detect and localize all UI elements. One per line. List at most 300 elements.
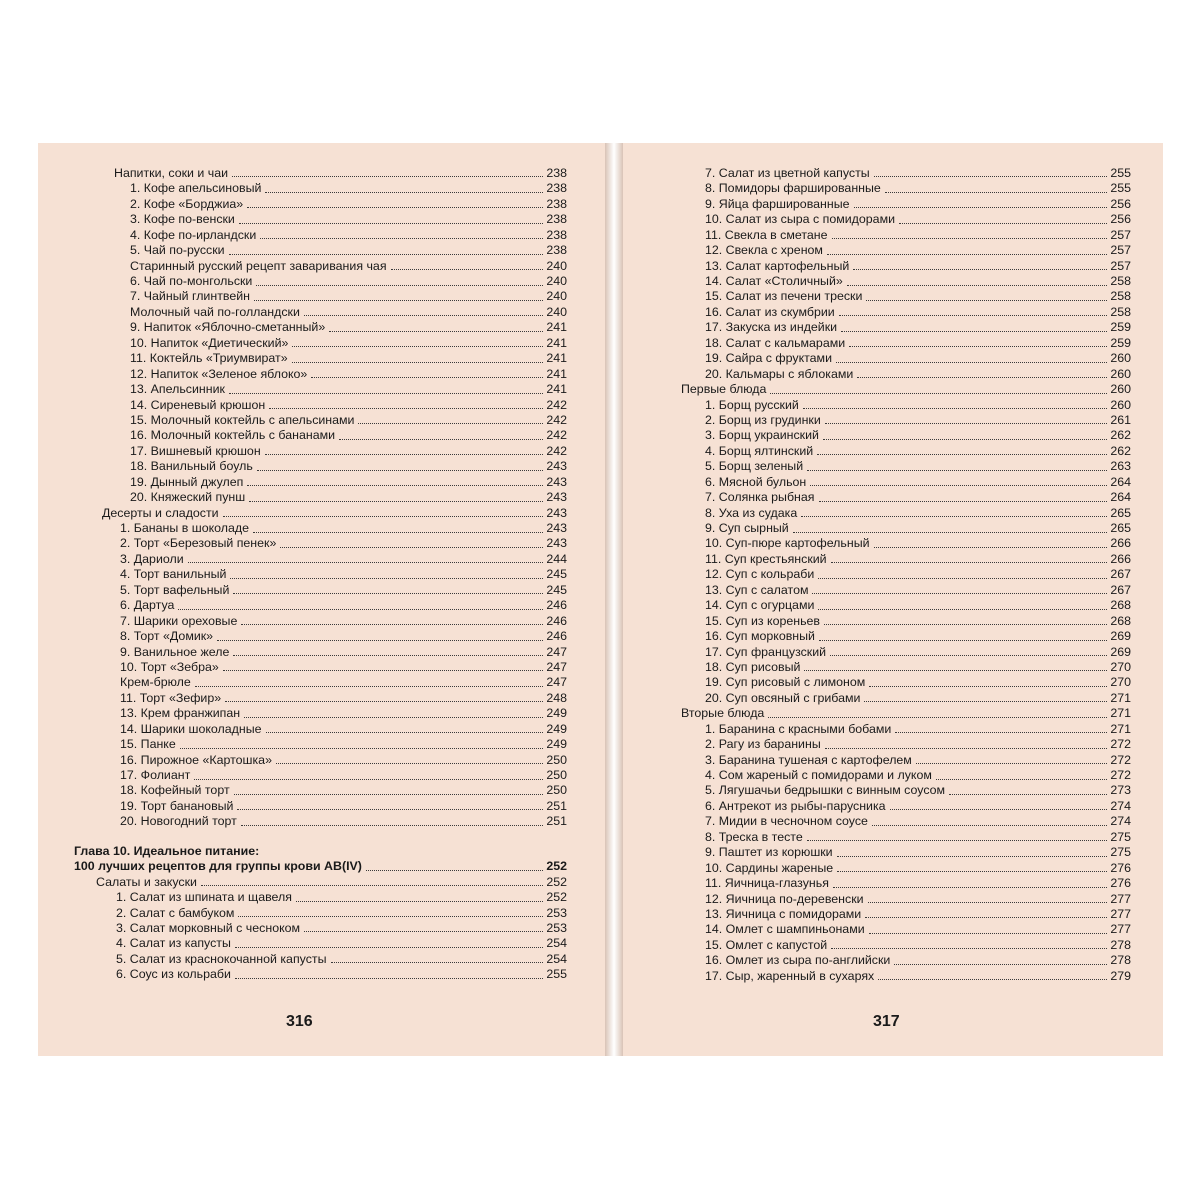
toc-entry: [623, 197, 1131, 212]
toc-entry-title: 11. Суп крестьянский: [705, 551, 827, 566]
dot-leader: [311, 377, 543, 378]
toc-entry-page: 258: [1110, 304, 1131, 319]
dot-leader: [256, 285, 543, 286]
dot-leader: [223, 670, 544, 671]
toc-entry-page: 242: [546, 443, 567, 458]
toc-entry: [38, 567, 567, 582]
toc-entry-title: 7. Салат из цветной капусты: [705, 166, 870, 180]
toc-entry-title: 2. Рагу из баранины: [705, 737, 821, 752]
toc-entry-title: Крем-брюле: [120, 675, 191, 690]
dot-leader: [869, 686, 1107, 687]
toc-entry: [623, 567, 1131, 582]
toc-entry-page: 268: [1110, 598, 1131, 613]
toc-entry-title: 15. Панке: [120, 737, 176, 752]
toc-entry: [623, 598, 1131, 613]
toc-entry-title: 1. Бананы в шоколаде: [120, 521, 250, 536]
dot-leader: [854, 207, 1108, 208]
toc-entry-page: 277: [1110, 922, 1131, 937]
toc-entry: [623, 645, 1131, 660]
toc-entry-title: 2. Торт «Березовый пенек»: [120, 536, 277, 551]
toc-entry-title: Старинный русский рецепт заваривания чая: [130, 258, 387, 273]
dot-leader: [768, 717, 1107, 718]
toc-entry: [623, 382, 1131, 397]
toc-entry: [38, 367, 567, 382]
toc-entry-title: 15. Молочный коктейль с апельсинами: [130, 413, 355, 427]
dot-leader: [807, 470, 1107, 471]
toc-entry-title: 14. Суп с огурцами: [705, 598, 815, 613]
toc-entry: [623, 506, 1131, 521]
toc-entry: [38, 921, 567, 936]
toc-entry: [38, 166, 567, 181]
dot-leader: [180, 748, 544, 749]
toc-entry-page: 272: [1110, 768, 1131, 783]
dot-leader: [831, 948, 1107, 949]
toc-entry-page: 240: [546, 274, 567, 289]
toc-entry-title: Вторые блюда: [681, 706, 765, 721]
toc-entry-title: 18. Суп рисовый: [705, 660, 801, 674]
toc-entry-title: 5. Борщ зеленый: [705, 459, 804, 474]
toc-entry-title: 10. Суп-пюре картофельный: [705, 536, 870, 551]
toc-entry: [38, 722, 567, 737]
dot-leader: [817, 454, 1107, 455]
toc-entry-page: 255: [546, 967, 567, 982]
dot-leader: [265, 192, 543, 193]
toc-entry: [623, 722, 1131, 737]
toc-entry-page: 241: [546, 320, 567, 335]
dot-leader: [899, 223, 1107, 224]
dot-leader: [254, 300, 543, 301]
toc-entry-page: 260: [1110, 366, 1131, 381]
toc-entry-page: 256: [1110, 196, 1131, 211]
toc-entry-title: 17. Суп французский: [705, 644, 827, 659]
dot-leader: [391, 269, 544, 270]
toc-entry-page: 260: [1110, 382, 1131, 397]
toc-entry-title: 20. Княжеский пунш: [130, 490, 246, 505]
toc-entry-title: 12. Суп с кольраби: [705, 567, 815, 582]
toc-entry-title: Молочный чай по-голландски: [130, 304, 300, 319]
toc-entry-page: 240: [546, 289, 567, 304]
dot-leader: [269, 408, 543, 409]
toc-entry-title: 11. Свекла в сметане: [705, 227, 828, 242]
toc-entry: [38, 181, 567, 196]
dot-leader: [238, 916, 543, 917]
dot-leader: [280, 547, 543, 548]
toc-entry: [38, 859, 567, 874]
toc-entry-page: 243: [546, 505, 567, 520]
toc-entry-page: 247: [546, 644, 567, 659]
dot-leader: [803, 408, 1108, 409]
dot-leader: [234, 794, 544, 795]
toc-entry: [38, 521, 567, 536]
toc-entry-page: 250: [546, 783, 567, 798]
toc-entry-title: 4. Торт ванильный: [120, 567, 227, 582]
toc-entry: [38, 444, 567, 459]
toc-entry: [623, 552, 1131, 567]
dot-leader: [292, 346, 543, 347]
toc-entry-page: 238: [546, 243, 567, 258]
toc-entry-title: 8. Уха из судака: [705, 505, 798, 520]
dot-leader: [247, 485, 543, 486]
toc-entry-page: 272: [1110, 752, 1131, 767]
toc-entry-page: 247: [546, 675, 567, 690]
toc-entry-page: 270: [1110, 660, 1131, 674]
dot-leader: [864, 701, 1107, 702]
toc-entry-title: 14. Шарики шоколадные: [120, 721, 262, 736]
toc-entry-title: 9. Яйца фаршированные: [705, 196, 850, 211]
toc-entry-page: 260: [1110, 351, 1131, 366]
dot-leader: [253, 532, 543, 533]
toc-entry-page: 254: [546, 951, 567, 966]
dot-leader: [818, 609, 1107, 610]
dot-leader: [230, 578, 543, 579]
toc-entry: [623, 228, 1131, 243]
toc-entry: [38, 506, 567, 521]
toc-entry-title: 16. Омлет из сыра по-английски: [705, 953, 891, 968]
toc-entry-page: 242: [546, 397, 567, 412]
toc-entry: [623, 537, 1131, 552]
toc-entry-title: 15. Омлет с капустой: [705, 937, 828, 952]
toc-entry: [623, 259, 1131, 274]
toc-entry: [38, 552, 567, 567]
right-toc-list: [623, 166, 1131, 984]
toc-entry: [38, 906, 567, 921]
toc-entry-page: 277: [1110, 891, 1131, 906]
toc-entry: [38, 537, 567, 552]
toc-entry-page: 241: [546, 366, 567, 381]
toc-entry: [623, 799, 1131, 814]
toc-entry: [623, 181, 1131, 196]
toc-entry-page: 267: [1110, 567, 1131, 582]
toc-entry-title: 8. Треска в тесте: [705, 829, 803, 844]
toc-entry: [38, 290, 567, 305]
toc-entry-page: 277: [1110, 907, 1131, 921]
toc-entry-page: 264: [1110, 490, 1131, 505]
toc-entry: [623, 367, 1131, 382]
toc-entry-page: 276: [1110, 860, 1131, 875]
toc-entry-title: 2. Кофе «Борджиа»: [130, 196, 244, 211]
toc-entry-title: 5. Лягушачьи бедрышки с винным соусом: [705, 783, 946, 798]
dot-leader: [874, 176, 1108, 177]
toc-entry: [623, 784, 1131, 799]
toc-entry-page: 265: [1110, 521, 1131, 536]
dot-leader: [823, 439, 1107, 440]
toc-entry-page: 242: [546, 413, 567, 427]
toc-entry-page: 246: [546, 613, 567, 628]
dot-leader: [366, 870, 543, 871]
right-page-number: 317: [873, 1013, 900, 1030]
toc-entry: [38, 259, 567, 274]
toc-entry: [623, 490, 1131, 505]
toc-entry-title: 6. Соус из кольраби: [116, 967, 231, 982]
section-gap: [38, 830, 567, 844]
toc-entry-title: 11. Коктейль «Триумвират»: [130, 351, 288, 366]
dot-leader: [801, 516, 1107, 517]
dot-leader: [188, 562, 544, 563]
toc-entry-title: Десерты и сладости: [102, 505, 219, 520]
toc-entry-title: 3. Дариоли: [120, 551, 184, 566]
toc-entry-title: 16. Салат из скумбрии: [705, 304, 835, 319]
dot-leader: [249, 501, 543, 502]
toc-entry: [38, 784, 567, 799]
dot-leader: [232, 176, 543, 177]
toc-entry-title: 11. Торт «Зефир»: [120, 690, 222, 705]
dot-leader: [874, 547, 1108, 548]
toc-entry-page: 278: [1110, 953, 1131, 968]
toc-entry-page: 255: [1110, 181, 1131, 196]
dot-leader: [178, 609, 543, 610]
toc-entry-page: 249: [546, 706, 567, 721]
dot-leader: [865, 917, 1107, 918]
toc-entry-page: 253: [546, 921, 567, 935]
toc-entry-page: 256: [1110, 212, 1131, 227]
toc-entry: [38, 936, 567, 951]
dot-leader: [810, 485, 1107, 486]
toc-entry-page: 272: [1110, 737, 1131, 752]
dot-leader: [194, 779, 543, 780]
dot-leader: [793, 532, 1108, 533]
toc-entry-page: 271: [1110, 706, 1131, 721]
dot-leader: [830, 655, 1107, 656]
toc-entry-title: 3. Салат морковный с чесноком: [116, 921, 301, 935]
dot-leader: [223, 516, 544, 517]
toc-entry: [623, 861, 1131, 876]
toc-entry: [623, 290, 1131, 305]
toc-entry: [38, 967, 567, 982]
dot-leader: [841, 331, 1107, 332]
toc-entry-page: 274: [1110, 798, 1131, 813]
toc-entry-title: 13. Суп с салатом: [705, 582, 809, 597]
toc-entry-title: 19. Суп рисовый с лимоном: [705, 675, 866, 690]
dot-leader: [201, 885, 543, 886]
toc-entry: [623, 351, 1131, 366]
toc-entry-title: 3. Баранина тушеная с картофелем: [705, 752, 912, 767]
toc-entry: [38, 212, 567, 227]
toc-entry-title: 15. Салат из печени трески: [705, 289, 863, 304]
toc-entry-title: 9. Ванильное желе: [120, 644, 230, 659]
toc-entry: [38, 629, 567, 644]
toc-entry: [623, 212, 1131, 227]
toc-entry-title: 8. Торт «Домик»: [120, 629, 214, 644]
toc-entry-page: 254: [546, 936, 567, 951]
toc-entry: [623, 305, 1131, 320]
toc-entry-page: 275: [1110, 829, 1131, 844]
toc-entry-page: 269: [1110, 644, 1131, 659]
toc-entry: [623, 629, 1131, 644]
toc-entry-page: 278: [1110, 937, 1131, 952]
left-page: [38, 143, 605, 1056]
toc-entry-title: 1. Кофе апельсиновый: [130, 181, 262, 196]
toc-entry-title: 3. Кофе по-венски: [130, 212, 235, 227]
toc-entry-page: 238: [546, 196, 567, 211]
toc-entry: [623, 737, 1131, 752]
toc-entry-title: 17. Сыр, жаренный в сухарях: [705, 968, 875, 983]
dot-leader: [869, 933, 1108, 934]
dot-leader: [878, 979, 1107, 980]
left-toc-list: [38, 166, 567, 983]
toc-entry: [38, 952, 567, 967]
toc-entry: [38, 660, 567, 675]
toc-entry-page: 248: [546, 690, 567, 705]
toc-entry-page: 252: [546, 874, 567, 889]
toc-entry-title: 1. Баранина с красными бобами: [705, 721, 892, 736]
toc-entry-page: 238: [546, 227, 567, 242]
toc-entry: [38, 675, 567, 690]
toc-entry: [38, 351, 567, 366]
dot-leader: [949, 794, 1107, 795]
toc-entry-title: 13. Апельсинник: [130, 382, 225, 397]
toc-entry-page: 275: [1110, 845, 1131, 860]
toc-entry-page: 273: [1110, 783, 1131, 798]
toc-entry-page: 243: [546, 474, 567, 489]
toc-entry: [38, 844, 567, 859]
toc-entry: [623, 675, 1131, 690]
dot-leader: [235, 978, 543, 979]
toc-entry-page: 251: [546, 798, 567, 813]
toc-entry-title: 4. Салат из капусты: [116, 936, 231, 951]
toc-entry: [38, 598, 567, 613]
toc-entry: [623, 969, 1131, 984]
dot-leader: [839, 315, 1108, 316]
dot-leader: [296, 901, 543, 902]
dot-leader: [827, 254, 1107, 255]
toc-entry-title: 20. Суп овсяный с грибами: [705, 690, 861, 705]
toc-entry-page: 258: [1110, 289, 1131, 304]
toc-entry-title: 100 лучших рецептов для группы крови AB(IV): [74, 859, 362, 874]
toc-entry-title: 1. Салат из шпината и щавеля: [116, 890, 292, 905]
toc-entry: [38, 398, 567, 413]
toc-entry-title: 16. Суп морковный: [705, 629, 815, 644]
toc-entry: [623, 320, 1131, 335]
toc-entry-title: 8. Помидоры фаршированные: [705, 181, 881, 196]
dot-leader: [831, 562, 1108, 563]
toc-entry: [623, 938, 1131, 953]
dot-leader: [770, 393, 1107, 394]
toc-entry-title: 6. Мясной бульон: [705, 474, 807, 489]
toc-entry-page: 274: [1110, 814, 1131, 829]
dot-leader: [807, 840, 1108, 841]
toc-entry: [38, 799, 567, 814]
dot-leader: [276, 763, 543, 764]
toc-entry-title: 12. Свекла с хреном: [705, 243, 823, 258]
dot-leader: [239, 223, 543, 224]
toc-entry-title: Напитки, соки и чаи: [114, 166, 229, 180]
toc-entry-title: 7. Мидии в чесночном соусе: [705, 814, 868, 829]
dot-leader: [244, 717, 543, 718]
dot-leader: [304, 315, 543, 316]
dot-leader: [241, 624, 543, 625]
dot-leader: [836, 362, 1107, 363]
dot-leader: [292, 362, 544, 363]
toc-entry: [38, 706, 567, 721]
toc-entry-page: 247: [546, 660, 567, 674]
toc-entry-page: 250: [546, 752, 567, 767]
right-page: [623, 143, 1163, 1056]
toc-entry: [38, 890, 567, 905]
dot-leader: [339, 439, 543, 440]
toc-entry-title: 12. Напиток «Зеленое яблоко»: [130, 366, 308, 381]
toc-entry-title: 4. Борщ ялтинский: [705, 443, 814, 458]
toc-entry-page: 242: [546, 428, 567, 443]
dot-leader: [819, 640, 1107, 641]
dot-leader: [804, 670, 1107, 671]
dot-leader: [837, 871, 1107, 872]
dot-leader: [225, 701, 543, 702]
toc-entry-title: 20. Новогодний торт: [120, 814, 237, 829]
dot-leader: [812, 593, 1107, 594]
toc-entry: [38, 475, 567, 490]
toc-entry: [38, 197, 567, 212]
toc-entry: [623, 243, 1131, 258]
toc-entry: [38, 583, 567, 598]
toc-entry-page: 244: [546, 551, 567, 566]
toc-entry-title: 18. Салат с кальмарами: [705, 335, 846, 350]
toc-entry-page: 253: [546, 905, 567, 920]
toc-entry: [623, 706, 1131, 721]
toc-entry: [623, 583, 1131, 598]
toc-entry-page: 261: [1110, 413, 1131, 427]
toc-entry-page: 255: [1110, 166, 1131, 180]
toc-entry-page: 259: [1110, 320, 1131, 335]
toc-entry-title: 5. Торт вафельный: [120, 582, 230, 597]
toc-entry-page: 251: [546, 814, 567, 829]
toc-entry-title: 13. Яичница с помидорами: [705, 907, 862, 921]
toc-entry-page: 249: [546, 737, 567, 752]
dot-leader: [247, 207, 543, 208]
toc-entry-title: 14. Салат «Столичный»: [705, 274, 843, 289]
toc-entry-title: 9. Суп сырный: [705, 521, 789, 536]
toc-entry-title: 16. Пирожное «Картошка»: [120, 752, 272, 767]
dot-leader: [818, 578, 1107, 579]
toc-entry-title: 18. Ванильный боуль: [130, 459, 253, 474]
dot-leader: [885, 192, 1108, 193]
toc-entry: [623, 814, 1131, 829]
toc-entry-page: 270: [1110, 675, 1131, 690]
dot-leader: [833, 887, 1107, 888]
toc-entry-page: 241: [546, 351, 567, 366]
toc-entry: [38, 753, 567, 768]
dot-leader: [235, 947, 543, 948]
toc-entry: [38, 274, 567, 289]
toc-entry-page: 276: [1110, 876, 1131, 891]
toc-entry-title: 9. Напиток «Яблочно-сметанный»: [130, 320, 326, 335]
toc-entry-page: 240: [546, 258, 567, 273]
toc-entry-page: 249: [546, 721, 567, 736]
toc-entry-page: 252: [546, 859, 567, 874]
dot-leader: [217, 640, 543, 641]
toc-entry-page: 257: [1110, 227, 1131, 242]
toc-entry-title: 17. Вишневый крюшон: [130, 443, 261, 458]
toc-entry-title: 10. Напиток «Диетический»: [130, 335, 289, 350]
toc-entry: [623, 166, 1131, 181]
toc-entry: [38, 691, 567, 706]
toc-entry-page: 269: [1110, 629, 1131, 644]
toc-entry: [623, 876, 1131, 891]
toc-entry-title: 12. Яичница по-деревенски: [705, 891, 864, 906]
toc-entry: [38, 336, 567, 351]
dot-leader: [936, 779, 1107, 780]
toc-entry: [38, 243, 567, 258]
toc-entry-page: 243: [546, 490, 567, 505]
toc-entry-title: 19. Дынный джулеп: [130, 474, 244, 489]
toc-entry-title: 10. Салат из сыра с помидорами: [705, 212, 896, 227]
dot-leader: [825, 423, 1108, 424]
toc-entry-page: 266: [1110, 536, 1131, 551]
dot-leader: [331, 962, 544, 963]
dot-leader: [857, 377, 1107, 378]
toc-entry-title: 7. Солянка рыбная: [705, 490, 815, 505]
dot-leader: [237, 809, 543, 810]
toc-entry: [623, 428, 1131, 443]
